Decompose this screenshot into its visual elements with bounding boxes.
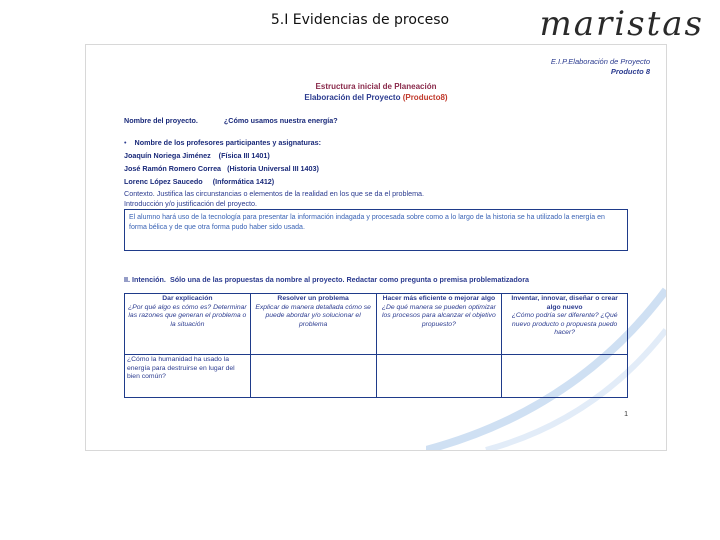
- doc-title-line2: Elaboración del Proyecto: [304, 93, 401, 102]
- teacher-row: [124, 177, 274, 186]
- intention-table: [124, 293, 628, 398]
- column-head: Resolver un problema: [277, 295, 349, 302]
- teacher-row: [124, 151, 270, 160]
- intention-line: [124, 275, 628, 284]
- table-cell: [125, 294, 251, 355]
- project-line: [124, 116, 338, 125]
- empty-cell: [502, 355, 628, 398]
- context-line: Contexto. Justifica las circunstancias o elementos de la realidad en los que se da el problema.: [124, 189, 425, 198]
- teacher-name: Joaquín Noriega Jiménez: [124, 151, 211, 160]
- maristas-logo: maristas: [539, 4, 704, 44]
- doc-title-red: (Producto8): [402, 93, 448, 102]
- answer-cell: ¿Cómo la humanidad ha usado la energía para destruirse en lugar del bien común?: [125, 355, 251, 398]
- column-question: ¿De qué manera se pueden optimizar los procesos para alcanzar el objetivo propuesto?: [381, 303, 496, 328]
- document-title: [86, 81, 666, 103]
- column-head: Hacer más eficiente o mejorar algo: [382, 295, 496, 302]
- page-number: 1: [624, 411, 628, 418]
- doc-head-line2: Producto 8: [610, 67, 650, 76]
- doc-head-line1: E.I.P.Elaboración de Proyecto: [550, 57, 650, 66]
- table-row: [125, 294, 628, 355]
- table-cell: [250, 294, 376, 355]
- column-question: Explicar de manera detallada cómo se puede abordar y/o solucionar el problema: [255, 303, 371, 328]
- teacher-name: José Ramón Romero Correa: [124, 164, 222, 173]
- teacher-subject: (Historia Universal III 1403): [227, 164, 319, 173]
- intro-line: Introducción y/o justificación del proyecto.: [124, 199, 258, 208]
- empty-cell: [376, 355, 502, 398]
- teacher-subject: (Informática 1412): [212, 177, 275, 186]
- table-row: [125, 355, 628, 398]
- empty-cell: [250, 355, 376, 398]
- teacher-subject: (Física III 1401): [218, 151, 270, 160]
- teachers-label: Nombre de los profesores participantes y asignaturas:: [134, 138, 322, 147]
- table-cell: [502, 294, 628, 355]
- project-label: Nombre del proyecto.: [124, 116, 198, 125]
- intent-text: Sólo una de las propuestas da nombre al proyecto. Redactar como pregunta o premisa problematizadora: [169, 275, 529, 284]
- teacher-name: Lorenc López Saucedo: [124, 177, 203, 186]
- document-header: [551, 57, 650, 77]
- teacher-row: [124, 164, 319, 173]
- justification-box: El alumno hará uso de la tecnología para presentar la información indagada y procesada sobre como a lo largo de la historia se ha utilizado la energía en forma bélica y de que otra forma pudo haber sido usada.: [124, 209, 628, 251]
- column-head: Dar explicación: [162, 295, 213, 302]
- column-question: ¿Cómo podría ser diferente? ¿Qué nuevo producto o propuesta puedo hacer?: [511, 312, 618, 336]
- document-image: [86, 45, 666, 450]
- table-cell: [376, 294, 502, 355]
- doc-title-line1: Estructura inicial de Planeación: [315, 82, 437, 91]
- project-name: ¿Cómo usamos nuestra energía?: [223, 116, 338, 125]
- column-question: ¿Por qué algo es cómo es? Determinar las razones que generan el problema o la situación: [128, 303, 247, 328]
- teachers-line: [124, 138, 321, 147]
- page-title: 5.I Evidencias de proceso: [270, 12, 450, 28]
- bullet-icon: •: [124, 138, 127, 147]
- column-head: Inventar, innovar, diseñar o crear algo nuevo: [511, 295, 618, 311]
- intent-label: II. Intención.: [124, 275, 166, 284]
